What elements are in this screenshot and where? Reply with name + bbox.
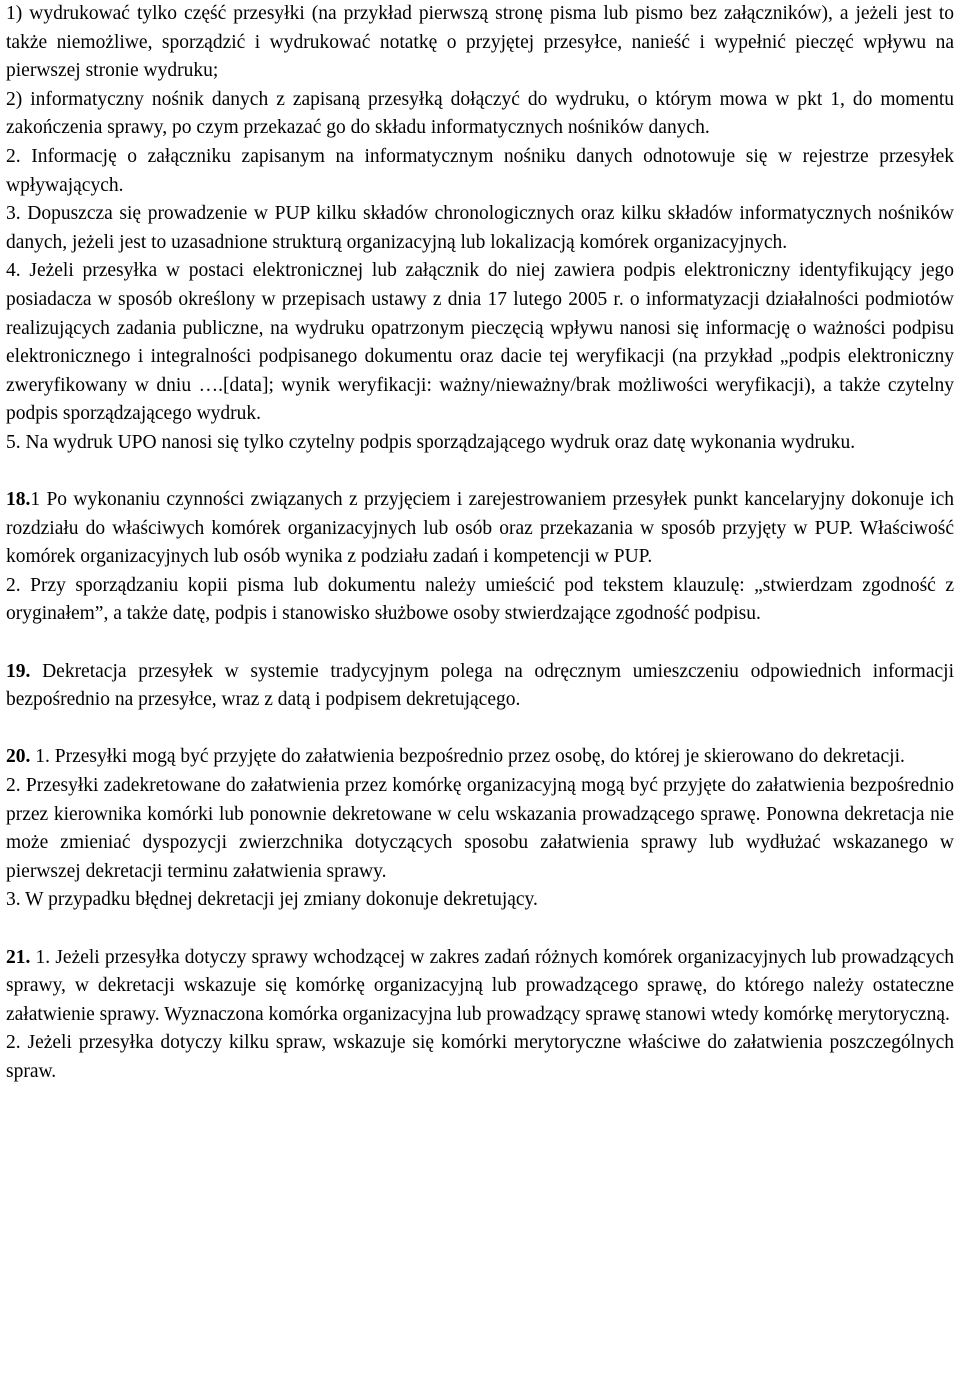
paragraph [6, 944, 954, 1030]
paragraph [6, 486, 954, 572]
section-number: 20. [6, 746, 31, 768]
paragraph: 1) wydrukować tylko część przesyłki (na przykład pierwszą stronę pisma lub pismo bez załączników), a jeżeli jest to także niemożliwe, sporządzić i wydrukować notatkę o przyjętej przesyłce, nanieść i wypełnić pieczęć wpływu na pierwszej stronie wydruku; [6, 3, 954, 82]
paragraph: 2) informatyczny nośnik danych z zapisaną przesyłką dołączyć do wydruku, o którym mowa w pkt 1, do momentu zakończenia sprawy, po czym przekazać go do składu informatycznych nośników danych. [6, 88, 954, 139]
section-number: 18. [6, 489, 31, 511]
paragraph-text: 1 Po wykonaniu czynności związanych z przyjęciem i zarejestrowaniem przesyłek punkt kancelaryjny dokonuje ich rozdziału do właściwych komórek organizacyjnych lub osób oraz przekazania w sposób przyjęty w PUP. Właściwość komórek organizacyjnych lub osób wynika z podziału zadań i kompetencji w PUP. [6, 489, 954, 568]
section-number: 19. [6, 660, 31, 682]
section-number: 21. [6, 946, 31, 968]
paragraph: 5. Na wydruk UPO nanosi się tylko czytelny podpis sporządzającego wydruk oraz datę wykonania wydruku. [6, 431, 856, 453]
paragraph-spacer [6, 629, 954, 658]
paragraph [6, 743, 954, 772]
paragraph: 2. Informację o załączniku zapisanym na informatycznym nośniku danych odnotowuje się w rejestrze przesyłek wpływających. [6, 145, 954, 196]
paragraph: 3. W przypadku błędnej dekretacji jej zmiany dokonuje dekretujący. [6, 889, 538, 911]
paragraph-text: Dekretacja przesyłek w systemie tradycyjnym polega na odręcznym umieszczeniu odpowiednich informacji bezpośrednio na przesyłce, wraz z datą i podpisem dekretującego. [6, 660, 954, 711]
paragraph-spacer [6, 915, 954, 944]
paragraph-text: 1. Przesyłki mogą być przyjęte do załatwienia bezpośrednio przez osobę, do której je skierowano do dekretacji. [30, 746, 905, 768]
paragraph: 4. Jeżeli przesyłka w postaci elektronicznej lub załącznik do niej zawiera podpis elektroniczny identyfikujący jego posiadacza w sposób określony w przepisach ustawy z dnia 17 lutego 2005 r. o informatyzacji działalności podmiotów realizujących zadania publiczne, na wydruku opatrzonym pieczęcią wpływu nanosi się informację o ważności podpisu elektronicznego i integralności podpisanego dokumentu oraz dacie tej weryfikacji (na przykład „podpis elektroniczny zweryfikowany w dniu ….[data]; wynik weryfikacji: ważny/nieważny/brak możliwości weryfikacji), a także czytelny podpis sporządzającego wydruk. [6, 260, 954, 425]
paragraph: 2. Przy sporządzaniu kopii pisma lub dokumentu należy umieścić pod tekstem klauzulę: „stwierdzam zgodność z oryginałem”, a także datę, podpis i stanowisko służbowe osoby stwierdzające zgodność podpisu. [6, 574, 954, 625]
paragraph [6, 658, 954, 715]
paragraph-spacer [6, 458, 954, 487]
paragraph: 2. Jeżeli przesyłka dotyczy kilku spraw, wskazuje się komórki merytoryczne właściwe do załatwienia poszczególnych spraw. [6, 1032, 954, 1082]
paragraph-text: 1. Jeżeli przesyłka dotyczy sprawy wchodzącej w zakres zadań różnych komórek organizacyjnych lub prowadzących sprawy, w dekretacji wskazuje się komórkę organizacyjną lub prowadzącego sprawę, do którego należy ostateczne załatwienie sprawy. Wyznaczona komórka organizacyjna lub prowadzący sprawę stanowi wtedy komórkę merytoryczną. [6, 946, 954, 1025]
paragraph-spacer [6, 715, 954, 744]
paragraph: 3. Dopuszcza się prowadzenie w PUP kilku składów chronologicznych oraz kilku składów informatycznych nośników danych, jeżeli jest to uzasadnione strukturą organizacyjną lub lokalizacją komórek organizacyjnych. [6, 203, 954, 253]
paragraph: 2. Przesyłki zadekretowane do załatwienia przez komórkę organizacyjną mogą być przyjęte do załatwienia bezpośrednio przez kierownika komórki lub ponownie dekretowane w celu wskazania prowadzącego sprawę. Ponowna dekretacja nie może zmieniać dyspozycji zwierzchnika dotyczących sposobu załatwienia sprawy lub wydłużać wskazanego w pierwszej dekretacji terminu załatwienia sprawy. [6, 775, 954, 882]
